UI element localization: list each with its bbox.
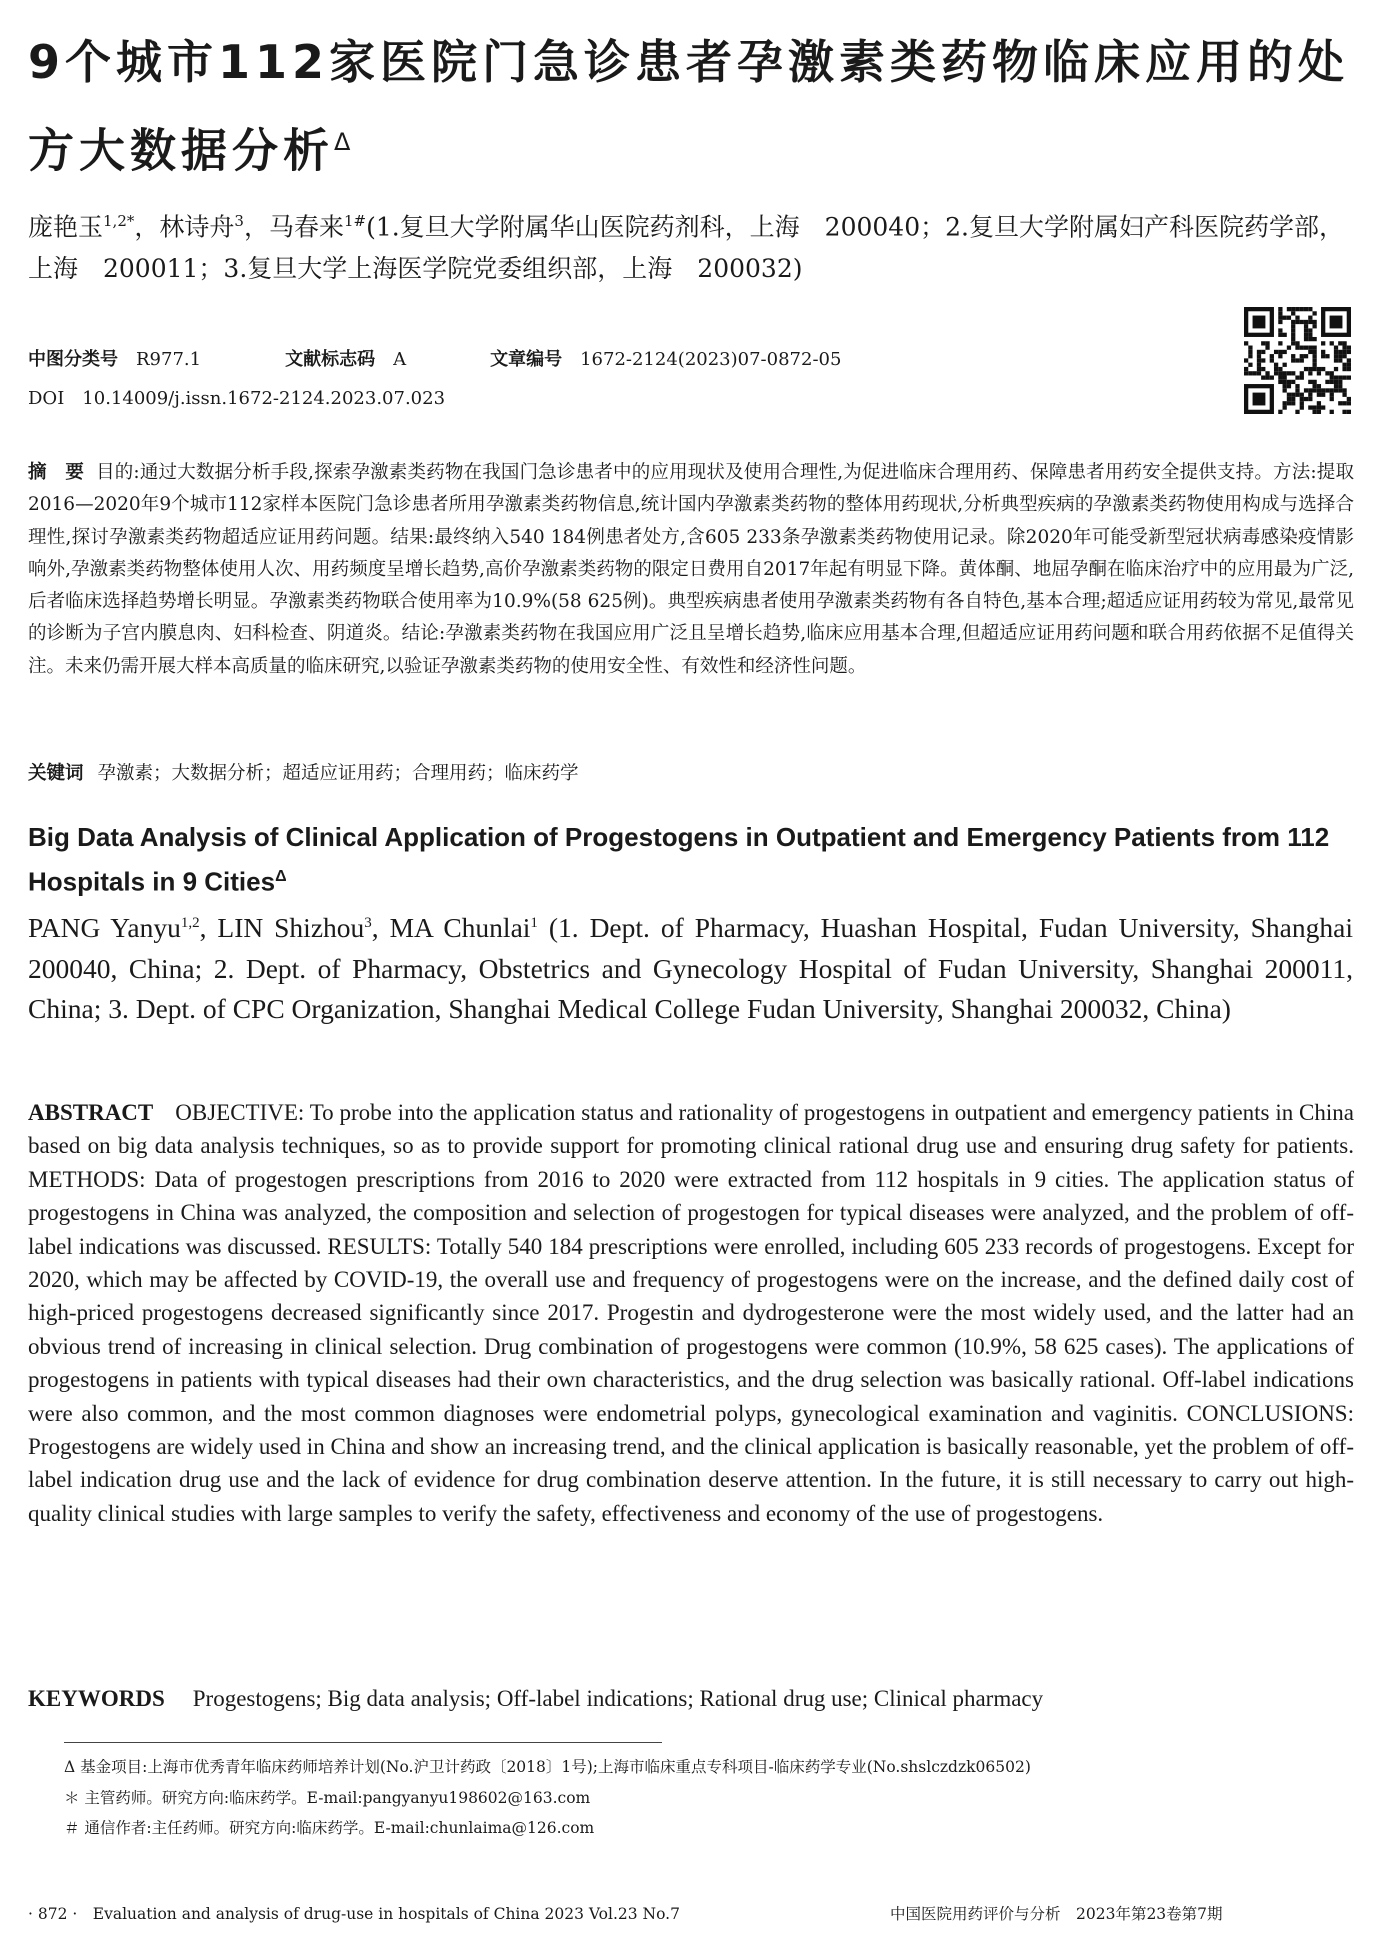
keywords-chinese xyxy=(28,759,1354,785)
page-footer-right: 中国医院用药评价与分析 2023年第23卷第7期 xyxy=(890,1905,1223,1923)
abstract-label-en: ABSTRACT xyxy=(28,1100,154,1125)
footnotes xyxy=(64,1752,1354,1844)
affiliations-english: (1. Dept. of Pharmacy, Huashan Hospital, Fudan University, Shanghai 200040, China; 2. Dept. of Pharmacy, Obstetrics and Gynecology Hospital of Fudan University, Shanghai 200011, China; 3. Dept. of CPC Organization, Shanghai Medical College Fudan University, Shanghai 200032, China) xyxy=(28,912,1353,1025)
article-no-label: 文章编号 xyxy=(490,349,563,370)
keywords-label-cn: 关键词 xyxy=(28,763,84,784)
qr-code-icon[interactable] xyxy=(1244,307,1351,414)
footnote-divider xyxy=(64,1742,662,1743)
title-fund-mark: Δ xyxy=(334,128,356,156)
abstract-label-cn: 摘 要 xyxy=(28,462,85,483)
affiliations-chinese: (1.复旦大学附属华山医院药剂科，上海 200040；2.复旦大学附属妇产科医院药学部，上海 200011；3.复旦大学上海医学院党委组织部，上海 200032) xyxy=(28,212,1344,284)
abstract-chinese xyxy=(28,457,1354,683)
abstract-english xyxy=(28,1096,1354,1530)
page-footer-left: · 872 · Evaluation and analysis of drug-use in hospitals of China 2023 Vol.23 No.7 xyxy=(28,1905,680,1923)
keywords-english xyxy=(28,1682,1354,1716)
doc-code-value: A xyxy=(393,349,407,370)
abstract-text-en: OBJECTIVE: To probe into the application status and rationality of progestogens in outpatient and emergency patients in China based on big data analysis techniques, so as to provide support for promoting clinical rational drug use and ensuring drug safety for patients. METHODS: Data of progestogen prescriptions from 2016 to 2020 were extracted from 112 hospitals in 9 cities. The application status of progestogens in China was analyzed, the composition and selection of progestogen for typical diseases were analyzed, and the problem of off-label indications was discussed. RESULTS: Totally 540 184 prescriptions were enrolled, including 605 233 records of progestogens. Except for 2020, which may be affected by COVID-19, the overall use and frequency of progestogens were on the increase, and the defined daily cost of high-priced progestogens decreased significantly since 2017. Progestin and dydrogesterone were the most widely used, and the latter had an obvious trend of increasing in clinical selection. Drug combination of progestogens were common (10.9%, 58 625 cases). The applications of progestogens in patients with typical diseases had their own characteristics, and the drug selection was basically rational. Off-label indications were also common, and the most common diagnoses were endometrial polyps, gynecological examination and vaginitis. CONCLUSIONS: Progestogens are widely used in China and show an increasing trend, and the clinical application is basically reasonable, yet the problem of off-label indication drug use and the lack of evidence for drug combination deserve attention. In the future, it is still necessary to carry out high-quality clinical studies with large samples to verify the safety, effectiveness and economy of the use of progestogens. xyxy=(28,1100,1354,1526)
footnote-corresponding: ＃ 通信作者:主任药师。研究方向:临床药学。E-mail:chunlaima@126.com xyxy=(64,1819,595,1837)
keywords-text-cn: 孕激素；大数据分析；超适应证用药；合理用药；临床药学 xyxy=(97,763,579,784)
doi: DOI 10.14009/j.issn.1672-2124.2023.07.023 xyxy=(28,388,446,409)
keywords-label-en: KEYWORDS xyxy=(28,1686,165,1711)
clc-value: R977.1 xyxy=(136,349,202,370)
keywords-text-en: Progestogens; Big data analysis; Off-label indications; Rational drug use; Clinical pharmacy xyxy=(192,1686,1044,1711)
footnote-author: ＊ 主管药师。研究方向:临床药学。E-mail:pangyanyu198602@163.com xyxy=(64,1788,591,1807)
abstract-text-cn: 目的:通过大数据分析手段,探索孕激素类药物在我国门急诊患者中的应用现状及使用合理性,为促进临床合理用药、保障患者用药安全提供支持。方法:提取2016—2020年9个城市112家样本医院门急诊患者所用孕激素类药物信息,统计国内孕激素类药物的整体用药现状,分析典型疾病的孕激素类药物使用构成与选择合理性,探讨孕激素类药物超适应证用药问题。结果:最终纳入540 184例患者处方,含605 233条孕激素类药物使用记录。除2020年可能受新型冠状病毒感染疫情影响外,孕激素类药物整体使用人次、用药频度呈增长趋势,高价孕激素类药物的限定日费用自2017年起有明显下降。黄体酮、地屈孕酮在临床治疗中的应用最为广泛,后者临床选择趋势增长明显。孕激素类药物联合使用率为10.9%(58 625例)。典型疾病患者使用孕激素类药物有各自特色,基本合理;超适应证用药较为常见,最常见的诊断为子宫内膜息肉、妇科检查、阴道炎。结论:孕激素类药物在我国应用广泛且呈增长趋势,临床应用基本合理,但超适应证用药问题和联合用药依据不足值得关注。未来仍需开展大样本高质量的临床研究,以验证孕激素类药物的使用安全性、有效性和经济性问题。 xyxy=(28,462,1354,677)
title-en-fund-mark: Δ xyxy=(275,868,287,885)
authors-english: PANG Yanyu$^{1,2}$, LIN Shizhou$^3$, MA Chunlai$^1$ (1. Dept. of Pharmacy, Huashan Hospital, Fudan University, Shanghai 200040, China; 2. Dept. of Pharmacy, Obstetrics and Gynecology Hospital of Fudan University, Shanghai 200011, China; 3. Dept. of CPC Organization, Shanghai Medical College Fudan University, Shanghai 200032, China) xyxy=(28,912,1353,1025)
doc-code-label: 文献标志码 xyxy=(285,349,376,370)
article-no-value: 1672-2124(2023)07-0872-05 xyxy=(580,349,842,370)
title-english: Big Data Analysis of Clinical Application of Progestogens in Outpatient and Emergency Patients from 112 Hospitals in 9 Cities$^\Delta$ xyxy=(28,822,1330,897)
footnote-fund: Δ 基金项目:上海市优秀青年临床药师培养计划(No.沪卫计药政〔2018〕1号);上海市临床重点专科项目-临床药学专业(No.shslczdzk06502) xyxy=(64,1758,1031,1776)
authors-chinese: 庞艳玉$^{1,2*}$，林诗舟$^3$，马春来$^{1\#}$(1.复旦大学附属华山医院药剂科，上海 200040；2.复旦大学附属妇产科医院药学部，上海 200011；3.复旦大学上海医学院党委组织部，上海 200032) xyxy=(28,212,1344,284)
title-chinese: 9个城市112家医院门急诊患者孕激素类药物临床应用的处方大数据分析$^\Delta$ xyxy=(28,35,1350,178)
clc-label: 中图分类号 xyxy=(28,349,118,370)
classification-info xyxy=(28,345,841,371)
